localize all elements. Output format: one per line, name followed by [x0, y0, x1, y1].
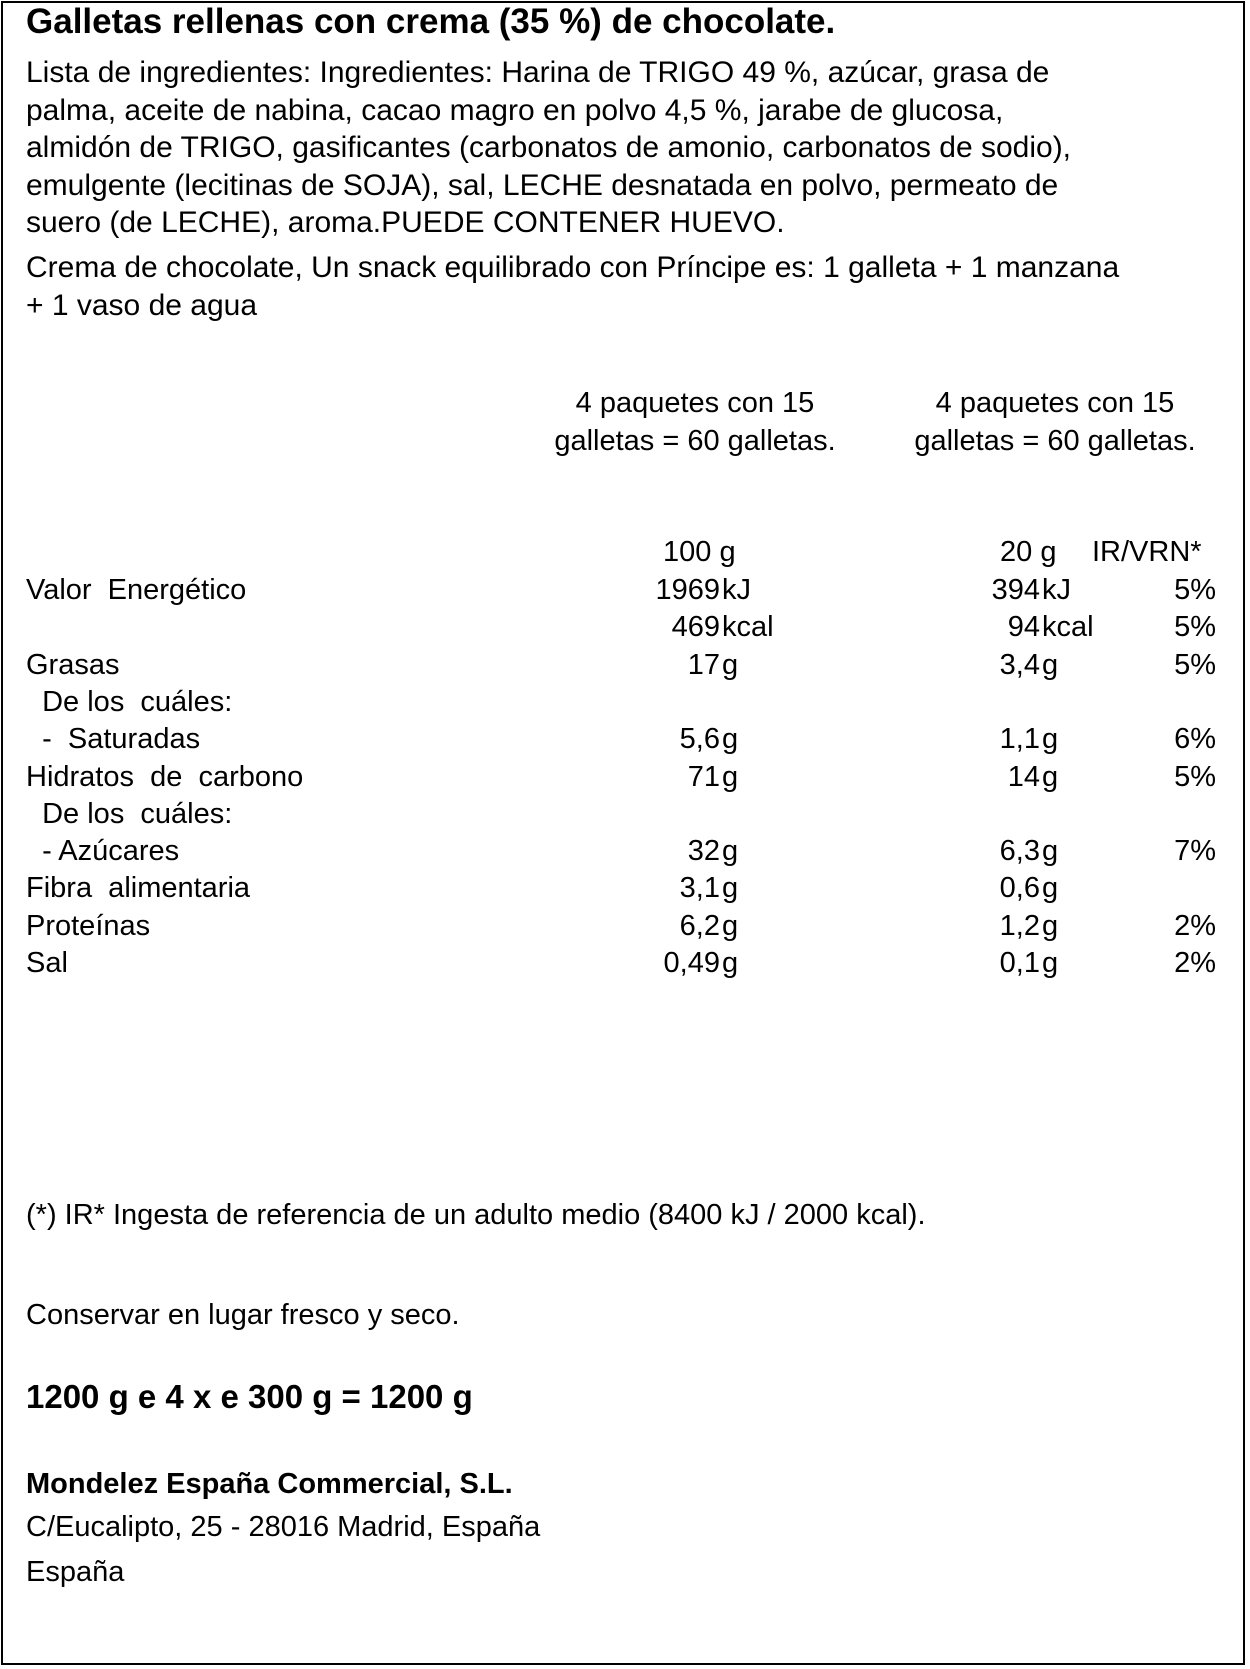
company-country: España	[26, 1556, 125, 1588]
ingredients-line: Lista de ingredientes: Ingredientes: Harina de TRIGO 49 %, azúcar, grasa de	[26, 56, 1050, 89]
value-ir: 5%	[1174, 611, 1216, 644]
value-ir: 7%	[1174, 835, 1216, 868]
nutrient-label: - Saturadas	[26, 723, 201, 756]
column-header-ir: IR/VRN*	[1092, 536, 1202, 568]
value-ir: 5%	[1174, 648, 1216, 681]
value-20g: 94	[1007, 611, 1040, 644]
value-20g: 6,3	[999, 835, 1040, 868]
value-ir: 2%	[1174, 909, 1216, 942]
value-100g: 5,6	[679, 723, 720, 756]
nutrient-label: Sal	[26, 947, 68, 979]
description-line: Crema de chocolate, Un snack equilibrado con Príncipe es: 1 galleta + 1 manzana	[26, 251, 1120, 284]
unit-100g: g	[722, 760, 739, 793]
unit-20g: g	[1042, 835, 1059, 868]
nutrient-label: Proteínas	[26, 909, 151, 942]
unit-20g: g	[1042, 648, 1059, 681]
value-100g: 17	[687, 648, 720, 681]
unit-20g: kcal	[1042, 611, 1094, 644]
unit-20g: g	[1042, 872, 1059, 905]
unit-20g: g	[1042, 947, 1059, 979]
company-name: Mondelez España Commercial, S.L.	[26, 1468, 513, 1500]
value-ir: 5%	[1174, 574, 1216, 606]
value-100g: 32	[687, 835, 720, 868]
value-20g: 0,1	[999, 947, 1040, 979]
nutrient-label: Grasas	[26, 648, 120, 681]
value-ir: 2%	[1174, 947, 1216, 979]
unit-100g: g	[722, 648, 739, 681]
value-100g: 469	[671, 611, 720, 644]
value-20g: 1,1	[999, 723, 1040, 756]
column-header-100g: 100 g	[663, 536, 736, 568]
footnote: (*) IR* Ingesta de referencia de un adulto medio (8400 kJ / 2000 kcal).	[26, 1199, 926, 1231]
unit-100g: g	[722, 723, 739, 756]
nutrient-label: Valor Energético	[26, 574, 247, 606]
column-header-20g: 20 g	[1000, 536, 1057, 568]
nutrient-label: De los cuáles:	[26, 797, 233, 830]
value-100g: 3,1	[679, 872, 720, 905]
unit-100g: g	[722, 835, 739, 868]
net-weight: 1200 g e 4 x e 300 g = 1200 g	[26, 1378, 473, 1415]
description-line: + 1 vaso de agua	[26, 288, 258, 322]
value-100g: 1969	[655, 574, 720, 606]
ingredients-list	[26, 54, 1226, 242]
unit-100g: kcal	[722, 611, 774, 644]
product-title: Galletas rellenas con crema (35 %) de chocolate.	[26, 2, 836, 41]
value-ir: 5%	[1174, 760, 1216, 793]
value-100g: 71	[687, 760, 720, 793]
company-address: C/Eucalipto, 25 - 28016 Madrid, España	[26, 1511, 541, 1543]
unit-20g: g	[1042, 760, 1059, 793]
value-100g: 6,2	[679, 909, 720, 942]
ingredients-line: palma, aceite de nabina, cacao magro en polvo 4,5 %, jarabe de glucosa,	[26, 93, 1004, 127]
nutrient-label: - Azúcares	[26, 835, 180, 868]
nutrient-label: De los cuáles:	[26, 685, 233, 718]
value-20g: 3,4	[999, 648, 1040, 681]
unit-20g: g	[1042, 723, 1059, 756]
value-20g: 394	[991, 574, 1040, 606]
unit-100g: kJ	[722, 574, 751, 606]
ingredients-line: emulgente (lecitinas de SOJA), sal, LECHE desnatada en polvo, permeato de	[26, 168, 1059, 202]
value-20g: 1,2	[999, 909, 1040, 942]
unit-100g: g	[722, 909, 739, 942]
nutrient-label: Fibra alimentaria	[26, 872, 251, 905]
unit-20g: g	[1042, 909, 1059, 942]
package-header-1: 4 paquetes con 15 galletas = 60 galletas.	[554, 387, 836, 457]
value-20g: 14	[1007, 760, 1040, 793]
product-description	[26, 249, 1226, 324]
storage-instructions: Conservar en lugar fresco y seco.	[26, 1299, 460, 1331]
value-100g: 0,49	[663, 947, 720, 979]
unit-20g: kJ	[1042, 574, 1071, 606]
value-20g: 0,6	[999, 872, 1040, 905]
ingredients-line: almidón de TRIGO, gasificantes (carbonatos de amonio, carbonatos de sodio),	[26, 131, 1072, 165]
unit-100g: g	[722, 947, 739, 979]
value-ir: 6%	[1174, 723, 1216, 756]
nutrient-label: Hidratos de carbono	[26, 760, 304, 793]
unit-100g: g	[722, 872, 739, 905]
ingredients-line: suero (de LECHE), aroma.PUEDE CONTENER HUEVO.	[26, 206, 785, 240]
package-header-2: 4 paquetes con 15 galletas = 60 galletas.	[914, 387, 1196, 457]
